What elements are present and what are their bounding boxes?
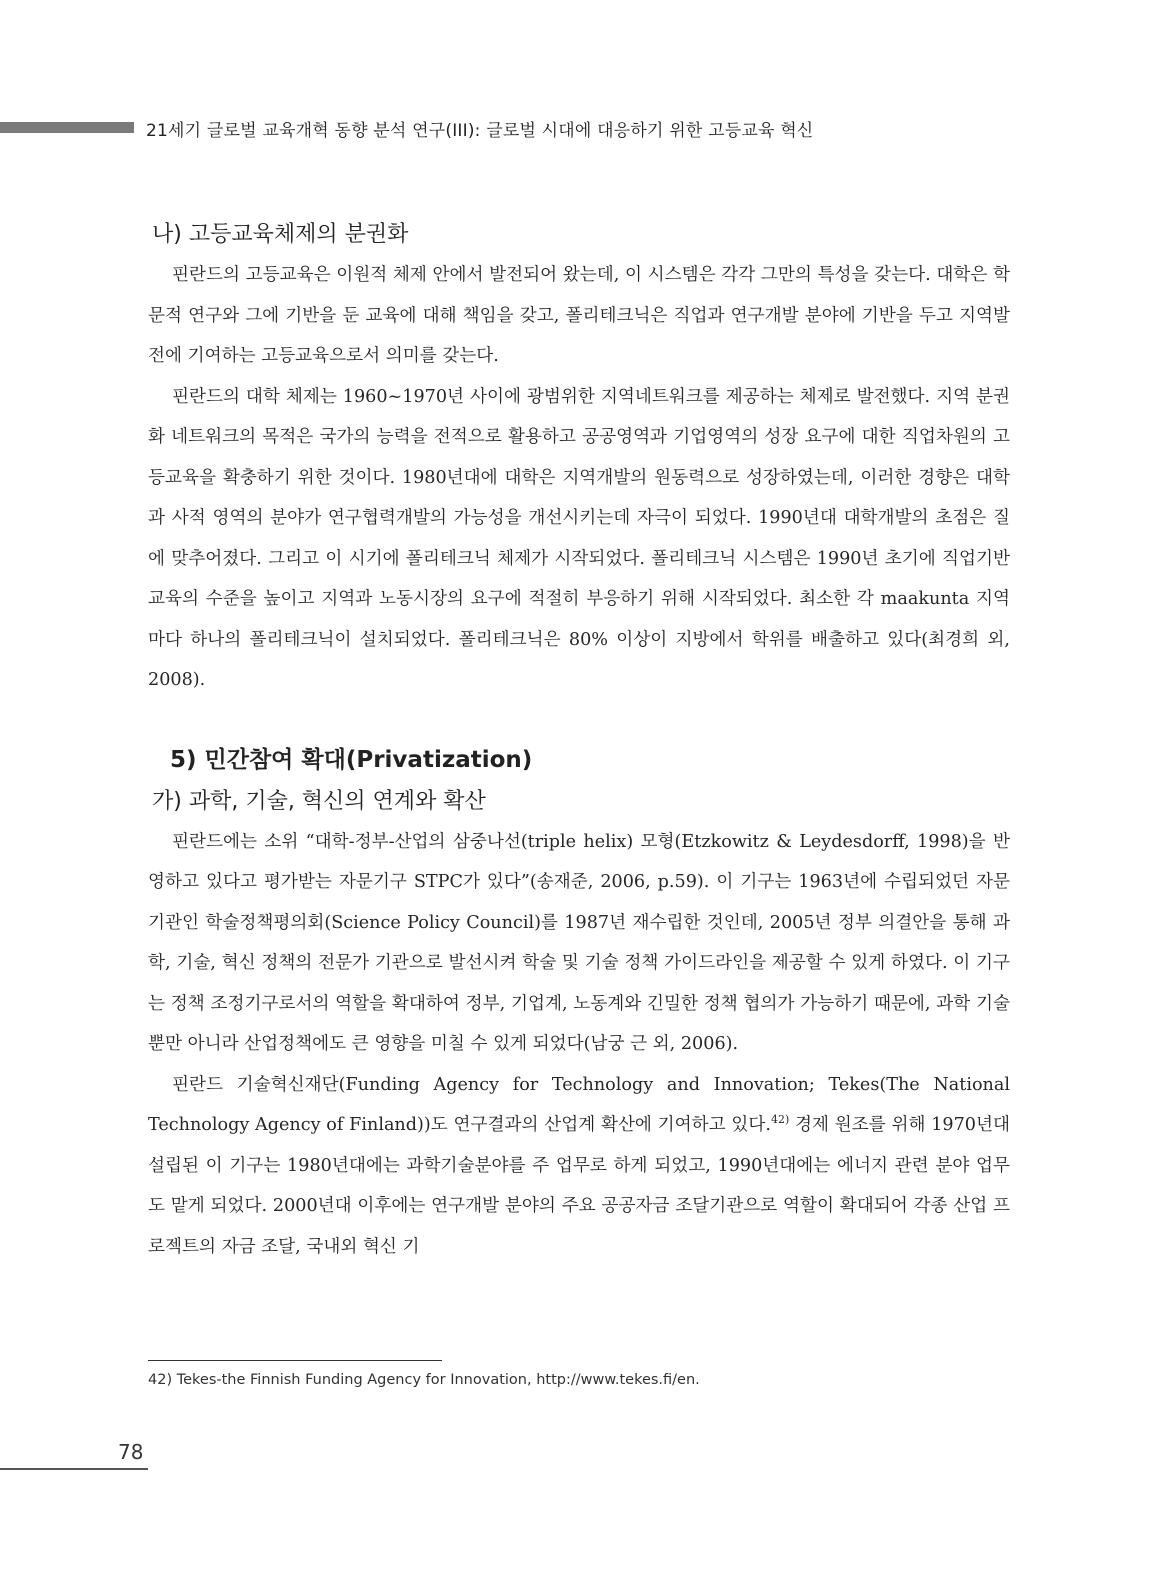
- running-header: 21세기 글로벌 교육개혁 동향 분석 연구(III): 글로벌 시대에 대응하기 위한 고등교육 혁신: [146, 121, 814, 141]
- footnote-divider: [148, 1360, 442, 1361]
- paragraph: 핀란드에는 소위 “대학-정부-산업의 삼중나선(triple helix) 모형(Etzkowitz & Leydesdorff, 1998)을 반영하고 있다고 평가받는 자문기구 STPC가 있다”(송재준, 2006, p.59). 이 기구는 1963년에 수립되었던 자문기관인 학술정책평의회(Science Policy Council)를 1987년 재수립한 것인데, 2005년 정부 의결안을 통해 과학, 기술, 혁신 정책의 전문가 기관으로 발선시켜 학술 및 기술 정책 가이드라인을 제공할 수 있게 하였다. 이 기구는 정책 조정기구로서의 역할을 확대하여 정부, 기업계, 노동계와 긴밀한 정책 협의가 가능하기 때문에, 과학 기술 뿐만 아니라 산업정책에도 큰 영향을 미칠 수 있게 되었다(남궁 근 외, 2006).: [148, 831, 1010, 1054]
- page-number: 78: [118, 1440, 144, 1464]
- subsection-heading-ga: 가) 과학, 기술, 혁신의 연계와 확산: [152, 788, 486, 814]
- footnote: 42) Tekes-the Finnish Funding Agency for Innovation, http://www.tekes.fi/en.: [148, 1372, 700, 1388]
- paragraph-text: 경제 원조를 위해 1970년대 설립된 이 기구는 1980년대에는 과학기술분야를 주 업무로 하게 되었고, 1990년대에는 에너지 관련 분야 업무도 맡게 되었다. 2000년대 이후에는 연구개발 분야의 주요 공공자금 조달기관으로 역할이 확대되어 각종 산업 프로젝트의 자금 조달, 국내외 혁신 기: [148, 1115, 1010, 1257]
- section-heading-privatization: 5) 민간참여 확대(Privatization): [170, 746, 533, 773]
- page-content: [148, 217, 1010, 1267]
- subsection-heading-na: 나) 고등교육체제의 분권화: [152, 222, 409, 247]
- paragraph-text: 핀란드 기술혁신재단(Funding Agency for Technology and Innovation; Tekes(The National Technology Agency of Finland))도 연구결과의 산업계 확산에 기여하고 있다.: [148, 1074, 1010, 1135]
- paragraph: [148, 1065, 1010, 1268]
- paragraph: 핀란드의 고등교육은 이원적 체제 안에서 발전되어 왔는데, 이 시스템은 각각 그만의 특성을 갖는다. 대학은 학문적 연구와 그에 기반을 둔 교육에 대해 책임을 갖고, 폴리테크닉은 직업과 연구개발 분야에 기반을 두고 지역발전에 기여하는 고등교육으로서 의미를 갖는다.: [148, 265, 1010, 366]
- footnote-reference[interactable]: 42): [770, 1113, 790, 1127]
- paragraph: 핀란드의 대학 체제는 1960~1970년 사이에 광범위한 지역네트워크를 제공하는 체제로 발전했다. 지역 분권화 네트워크의 목적은 국가의 능력을 전적으로 활용하고 공공영역과 기업영역의 성장 요구에 대한 직업차원의 고등교육을 확충하기 위한 것이다. 1980년대에 대학은 지역개발의 원동력으로 성장하였는데, 이러한 경향은 대학과 사적 영역의 분야가 연구협력개발의 가능성을 개선시키는데 자극이 되었다. 1990년대 대학개발의 초점은 질에 맞추어졌다. 그리고 이 시기에 폴리테크닉 체제가 시작되었다. 폴리테크닉 시스템은 1990년 초기에 직업기반교육의 수준을 높이고 지역과 노동시장의 요구에 적절히 부응하기 위해 시작되었다. 최소한 각 maakunta 지역마다 하나의 폴리테크닉이 설치되었다. 폴리테크닉은 80% 이상이 지방에서 학위를 배출하고 있다(최경희 외, 2008).: [148, 386, 1010, 690]
- page-number-rule: [0, 1468, 148, 1470]
- header-bar: [0, 122, 134, 133]
